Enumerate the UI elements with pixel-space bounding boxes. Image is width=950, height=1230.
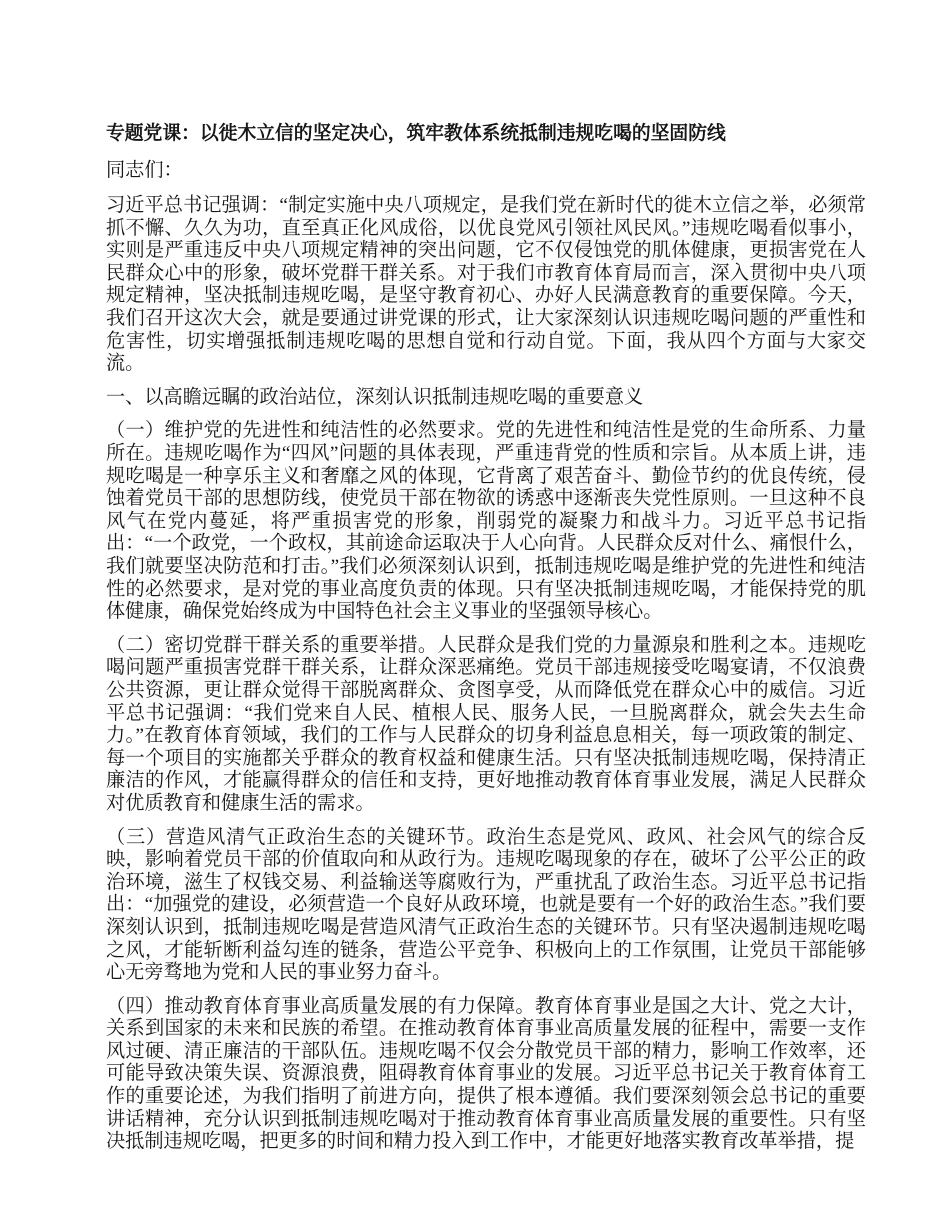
section-1-point-1: （一）维护党的先进性和纯洁性的必然要求。党的先进性和纯洁性是党的生命所系、力量所在。违规吃喝作为“四风”问题的具体表现，严重违背党的性质和宗旨。从本质上讲，违规吃喝是一种享乐主义和奢靡之风的体现，它背离了艰苦奋斗、勤俭节约的优良传统，侵蚀着党员干部的思想防线，使党员干部在物欲的诱惑中逐渐丧失党性原则。一旦这种不良风气在党内蔓延，将严重损害党的形象，削弱党的凝聚力和战斗力。习近平总书记指出：“一个政党，一个政权，其前途命运取决于人心向背。人民群众反对什么、痛恨什么，我们就要坚决防范和打击。”我们必须深刻认识到，抵制违规吃喝是维护党的先进性和纯洁性的必然要求，是对党的事业高度负责的体现。只有坚决抵制违规吃喝，才能保持党的肌体健康，确保党始终成为中国特色社会主义事业的坚强领导核心。 [106,420,866,623]
section-1-heading: 一、以高瞻远瞩的政治站位，深刻认识抵制违规吃喝的重要意义 [106,386,644,408]
document-page [106,123,866,1165]
intro-paragraph: 习近平总书记强调：“制定实施中央八项规定，是我们党在新时代的徙木立信之举，必须常抓不懈、久久为功，直至真正化风成俗，以优良党风引领社风民风。”违规吃喝看似事小，实则是严重违反中央八项规定精神的突出问题，它不仅侵蚀党的肌体健康，更损害党在人民群众心中的形象，破坏党群干群关系。对于我们市教育体育局而言，深入贯彻中央八项规定精神，坚决抵制违规吃喝，是坚守教育初心、办好人民满意教育的重要保障。今天，我们召开这次大会，就是要通过讲党课的形式，让大家深刻认识违规吃喝问题的严重性和危害性，切实增强抵制违规吃喝的思想自觉和行动自觉。下面，我从四个方面与大家交流。 [106,195,866,375]
section-1-point-4: （四）推动教育体育事业高质量发展的有力保障。教育体育事业是国之大计、党之大计，关系到国家的未来和民族的希望。在推动教育体育事业高质量发展的征程中，需要一支作风过硬、清正廉洁的干部队伍。违规吃喝不仅会分散党员干部的精力，影响工作效率，还可能导致决策失误、资源浪费，阻碍教育体育事业的发展。习近平总书记关于教育体育工作的重要论述，为我们指明了前进方向，提供了根本遵循。我们要深刻领会总书记的重要讲话精神，充分认识到抵制违规吃喝对于推动教育体育事业高质量发展的重要性。只有坚决抵制违规吃喝，把更多的时间和精力投入到工作中，才能更好地落实教育改革举措，提 [106,995,866,1153]
section-1-point-3: （三）营造风清气正政治生态的关键环节。政治生态是党风、政风、社会风气的综合反映，影响着党员干部的价值取向和从政行为。违规吃喝现象的存在，破坏了公平公正的政治环境，滋生了权钱交易、利益输送等腐败行为，严重扰乱了政治生态。习近平总书记指出：“加强党的建设，必须营造一个良好从政环境，也就是要有一个好的政治生态。”我们要深刻认识到，抵制违规吃喝是营造风清气正政治生态的关键环节。只有坚决遏制违规吃喝之风，才能斩断利益勾连的链条，营造公平竞争、积极向上的工作氛围，让党员干部能够心无旁骛地为党和人民的事业努力奋斗。 [106,826,866,984]
document-title: 专题党课：以徙木立信的坚定决心，筑牢教体系统抵制违规吃喝的坚固防线 [106,123,726,144]
salutation: 同志们： [106,159,183,181]
section-1-point-2: （二）密切党群干群关系的重要举措。人民群众是我们党的力量源泉和胜利之本。违规吃喝问题严重损害党群干群关系，让群众深恶痛绝。党员干部违规接受吃喝宴请，不仅浪费公共资源，更让群众觉得干部脱离群众、贪图享受，从而降低党在群众心中的威信。习近平总书记强调：“我们党来自人民、植根人民、服务人民，一旦脱离群众，就会失去生命力。”在教育体育领域，我们的工作与人民群众的切身利益息息相关，每一项政策的制定、每一个项目的实施都关乎群众的教育权益和健康生活。只有坚决抵制违规吃喝，保持清正廉洁的作风，才能赢得群众的信任和支持，更好地推动教育体育事业发展，满足人民群众对优质教育和健康生活的需求。 [106,634,866,814]
